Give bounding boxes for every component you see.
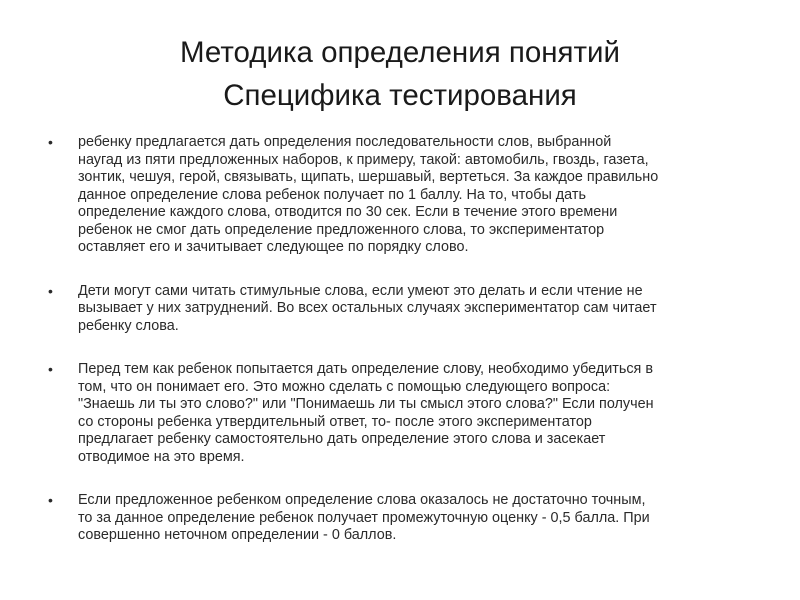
- bullet-line: ребенку предлагается дать определения последовательности слов, выбранной: [78, 134, 612, 150]
- bullet-item-2: [48, 283, 760, 336]
- bullet-line: Перед тем как ребенок попытается дать определение слову, необходимо убедиться в: [78, 361, 653, 377]
- bullet-text: [78, 134, 760, 257]
- bullet-dot: •: [48, 134, 53, 150]
- slide-title-line-1: Методика определения понятий: [180, 36, 620, 69]
- bullet-dot: •: [48, 282, 53, 299]
- bullet-text: [78, 283, 760, 336]
- bullet-line: ребенок не смог дать определение предложенного слова, то экспериментатор: [78, 221, 605, 238]
- bullet-item-1: [48, 134, 760, 257]
- bullet-dot: •: [48, 361, 53, 377]
- bullet-line: Если предложенное ребенком определение слова оказалось не достаточно точным,: [78, 492, 646, 508]
- bullet-line: зонтик, чешуя, герой, связывать, щипать, шершавый, вертеться. За каждое правильно: [78, 169, 659, 185]
- bullet-line: вызывает у них затруднений. Во всех остальных случаях экспериментатор сам читает: [78, 300, 657, 316]
- bullet-text: [78, 492, 760, 545]
- bullet-line: Дети могут сами читать стимульные слова, если умеют это делать и если чтение не: [78, 282, 643, 299]
- bullet-line: определение каждого слова, отводится по 30 сек. Если в течение этого времени: [78, 204, 618, 220]
- bullet-line: том, что он понимает его. Это можно сделать с помощью следующего вопроса:: [78, 378, 611, 395]
- bullet-line: ребенку слова.: [78, 317, 179, 334]
- bullet-line: со стороны ребенка утвердительный ответ, то- после этого экспериментатор: [78, 413, 592, 430]
- bullet-line: отводимое на это время.: [78, 448, 245, 465]
- bullet-line: совершенно неточном определении - 0 баллов.: [78, 527, 397, 543]
- bullet-line: то за данное определение ребенок получает промежуточную оценку - 0,5 балла. При: [78, 509, 650, 526]
- bullet-line: оставляет его и зачитывает следующее по порядку слово.: [78, 239, 469, 255]
- bullet-line: "Знаешь ли ты это слово?" или "Понимаешь ли ты смысл этого слова?" Если получен: [78, 396, 654, 412]
- bullet-text: [78, 361, 760, 466]
- bullet-list: [48, 134, 760, 545]
- slide-title: [40, 31, 760, 117]
- slide-title-line-2: Специфика тестирования: [223, 79, 577, 112]
- bullet-dot: •: [48, 492, 53, 508]
- bullet-item-3: [48, 361, 760, 466]
- bullet-line: наугад из пяти предложенных наборов, к примеру, такой: автомобиль, гвоздь, газета,: [78, 151, 649, 168]
- bullet-line: предлагает ребенку самостоятельно дать определение этого слова и засекает: [78, 431, 606, 447]
- bullet-line: данное определение слова ребенок получает по 1 баллу. На то, чтобы дать: [78, 186, 586, 203]
- bullet-item-4: [48, 492, 760, 545]
